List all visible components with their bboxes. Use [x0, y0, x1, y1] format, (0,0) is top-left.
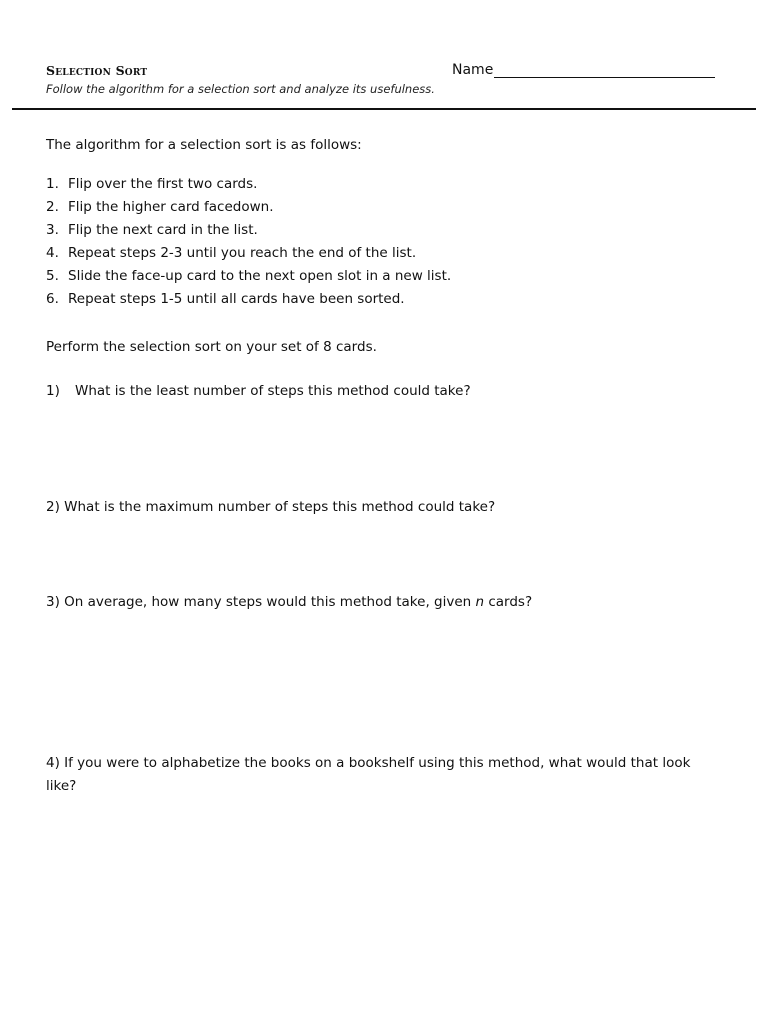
- step-text: Flip over the first two cards.: [68, 176, 258, 192]
- worksheet-title: Selection Sort: [46, 63, 148, 78]
- intro-text: The algorithm for a selection sort is as follows:: [46, 137, 362, 153]
- step-item: [46, 196, 451, 219]
- question-text: On average, how many steps would this method take, given: [64, 594, 472, 610]
- step-item: [46, 242, 451, 265]
- step-number: 2.: [46, 199, 59, 215]
- question-2: [46, 496, 495, 519]
- step-text: Slide the face-up card to the next open slot in a new list.: [68, 268, 452, 284]
- question-text: If you were to alphabetize the books on a bookshelf using this method, what would that look like?: [46, 755, 691, 794]
- question-text: What is the least number of steps this method could take?: [75, 383, 471, 399]
- step-text: Repeat steps 1-5 until all cards have been sorted.: [68, 291, 405, 307]
- header-divider: [12, 108, 756, 110]
- question-number: 4): [46, 755, 60, 771]
- question-number: 2): [46, 499, 60, 515]
- name-field: [452, 62, 715, 78]
- step-item: [46, 173, 451, 196]
- instruction-text: Perform the selection sort on your set of 8 cards.: [46, 339, 377, 355]
- question-number: 3): [46, 594, 60, 610]
- step-item: [46, 219, 451, 242]
- step-number: 4.: [46, 245, 59, 261]
- name-blank-line: [494, 62, 715, 78]
- name-label: Name: [452, 62, 494, 78]
- question-number: 1): [46, 383, 60, 399]
- question-1: [46, 380, 471, 403]
- question-text-end: cards?: [488, 594, 533, 610]
- algorithm-steps-list: [46, 173, 451, 311]
- step-text: Repeat steps 2-3 until you reach the end of the list.: [68, 245, 417, 261]
- step-item: [46, 288, 451, 311]
- step-item: [46, 265, 451, 288]
- question-4: [46, 752, 716, 798]
- question-text: What is the maximum number of steps this method could take?: [64, 499, 496, 515]
- question-3: [46, 591, 532, 614]
- question-variable: n: [475, 594, 485, 610]
- step-text: Flip the next card in the list.: [68, 222, 258, 238]
- step-number: 6.: [46, 291, 59, 307]
- step-number: 5.: [46, 268, 59, 284]
- worksheet-subtitle: Follow the algorithm for a selection sort and analyze its usefulness.: [46, 82, 435, 96]
- step-number: 3.: [46, 222, 59, 238]
- step-text: Flip the higher card facedown.: [68, 199, 274, 215]
- step-number: 1.: [46, 176, 59, 192]
